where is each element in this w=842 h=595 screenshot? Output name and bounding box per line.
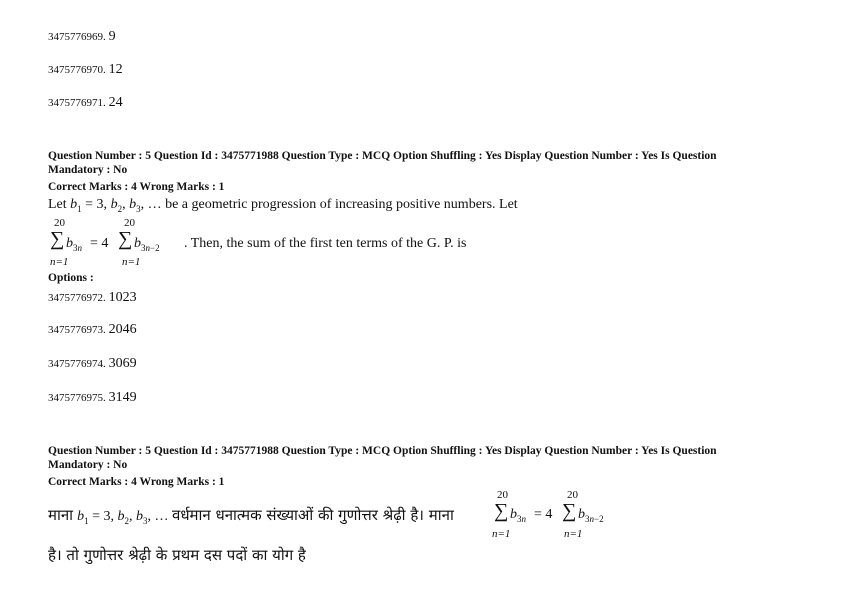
option-id: 3475776974. bbox=[48, 358, 106, 370]
option-value: 9 bbox=[108, 29, 116, 44]
question-text-line1: Let $b_1 = 3$, $b_2$, $b_3$, … be a geometric progression of increasing positive numbers. Let bbox=[48, 197, 518, 214]
sum-lower-limit: n=1 bbox=[492, 528, 511, 540]
sigma-symbol: ∑ bbox=[118, 228, 133, 250]
equals-four: = 4 bbox=[90, 236, 109, 251]
sum-term-right: $b_{3n-2}$ bbox=[578, 507, 604, 524]
options-label: Options : bbox=[48, 272, 94, 284]
sum-upper-limit: 20 bbox=[54, 217, 65, 229]
option-value: 24 bbox=[108, 95, 123, 110]
option-value: 1023 bbox=[108, 290, 137, 305]
hindi-text: वर्धमान धनात्मक संख्याओं की गुणोत्तर श्रेढ़ी है। माना bbox=[171, 506, 454, 524]
option-row bbox=[48, 290, 137, 306]
sum-lower-limit: n=1 bbox=[122, 256, 141, 268]
sum-term-left: $b_{3n}$ bbox=[510, 507, 526, 524]
equals-four: = 4 bbox=[534, 507, 553, 522]
question-meta-line1: Question Number : 5 Question Id : 3475771988 Question Type : MCQ Option Shuffling : Yes Display Question Number : Yes Is Question bbox=[48, 445, 717, 457]
option-value: 2046 bbox=[108, 322, 137, 337]
sum-term-right: $b_{3n-2}$ bbox=[134, 236, 160, 253]
sigma-symbol: ∑ bbox=[50, 228, 65, 250]
option-id: 3475776969. bbox=[48, 31, 106, 43]
sigma-symbol: ∑ bbox=[494, 500, 509, 522]
sum-lower-limit: n=1 bbox=[50, 256, 69, 268]
marks-line: Correct Marks : 4 Wrong Marks : 1 bbox=[48, 476, 225, 488]
sum-upper-limit: 20 bbox=[497, 489, 508, 501]
option-id: 3475776975. bbox=[48, 392, 106, 404]
sum-upper-limit: 20 bbox=[124, 217, 135, 229]
marks-line: Correct Marks : 4 Wrong Marks : 1 bbox=[48, 181, 225, 193]
option-row bbox=[48, 29, 116, 45]
question-text-tail: . Then, the sum of the first ten terms of the G. P. is bbox=[184, 236, 467, 251]
sum-upper-limit: 20 bbox=[567, 489, 578, 501]
sum-term-left: $b_{3n}$ bbox=[66, 236, 82, 253]
sigma-symbol: ∑ bbox=[562, 500, 577, 522]
option-row bbox=[48, 322, 137, 338]
option-value: 12 bbox=[108, 62, 123, 77]
option-row bbox=[48, 95, 123, 111]
hindi-text: माना bbox=[48, 506, 74, 524]
option-id: 3475776973. bbox=[48, 324, 106, 336]
hindi-question-line1: माना $b_1 = 3$, $b_2$, $b_3$, … वर्धमान धनात्मक संख्याओं की गुणोत्तर श्रेढ़ी है। माना bbox=[48, 506, 454, 526]
option-row bbox=[48, 356, 137, 372]
option-value: 3149 bbox=[108, 390, 137, 405]
option-id: 3475776972. bbox=[48, 292, 106, 304]
option-value: 3069 bbox=[108, 356, 137, 371]
option-id: 3475776970. bbox=[48, 64, 106, 76]
question-meta-line2: Mandatory : No bbox=[48, 164, 128, 176]
hindi-question-line2: है। तो गुणोत्तर श्रेढ़ी के प्रथम दस पदों का योग है bbox=[48, 546, 306, 564]
question-meta-line1: Question Number : 5 Question Id : 3475771988 Question Type : MCQ Option Shuffling : Yes Display Question Number : Yes Is Question bbox=[48, 150, 717, 162]
question-meta-line2: Mandatory : No bbox=[48, 459, 128, 471]
option-row bbox=[48, 62, 123, 78]
option-id: 3475776971. bbox=[48, 97, 106, 109]
sum-lower-limit: n=1 bbox=[564, 528, 583, 540]
option-row bbox=[48, 390, 137, 406]
